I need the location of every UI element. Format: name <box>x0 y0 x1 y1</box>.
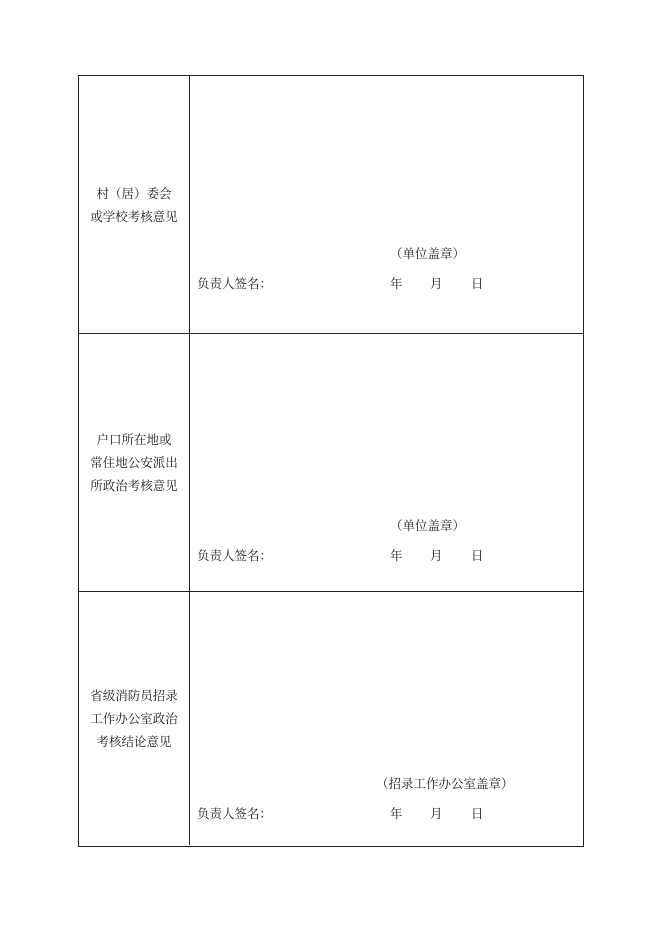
row-label-cell <box>79 76 190 333</box>
date-year-label: 年 <box>390 806 403 821</box>
date-year-label: 年 <box>390 548 403 563</box>
signer-label: 负责人签名： <box>197 806 273 821</box>
date-day-label: 日 <box>471 548 484 563</box>
row-label-village-committee: 村（居）委会 或学校考核意见 <box>90 185 178 224</box>
signer-label: 负责人签名： <box>197 548 273 563</box>
date-day-label: 日 <box>471 806 484 821</box>
opinion-field-village-committee[interactable] <box>190 76 583 333</box>
row-label-recruitment-office: 省级消防员招录 工作办公室政治 考核结论意见 <box>90 688 178 749</box>
date-month-label: 月 <box>430 806 443 821</box>
signer-label: 负责人签名： <box>197 276 273 291</box>
review-form-table <box>78 75 584 847</box>
date-year-label: 年 <box>390 276 403 291</box>
row-label-cell <box>79 334 190 591</box>
form-row-village-committee <box>79 76 583 333</box>
date-month-label: 月 <box>430 548 443 563</box>
form-row-recruitment-office <box>79 591 583 845</box>
date-day-label: 日 <box>471 276 484 291</box>
form-row-police-station <box>79 333 583 591</box>
seal-note: （单位盖章） <box>390 518 466 533</box>
opinion-field-police-station[interactable] <box>190 334 583 591</box>
date-month-label: 月 <box>430 276 443 291</box>
row-label-cell <box>79 592 190 845</box>
seal-note: （招录工作办公室盖章） <box>376 776 514 791</box>
row-label-police-station: 户口所在地或 常住地公安派出 所政治考核意见 <box>90 432 178 493</box>
seal-note: （单位盖章） <box>390 246 466 261</box>
opinion-field-recruitment-office[interactable] <box>190 592 583 845</box>
